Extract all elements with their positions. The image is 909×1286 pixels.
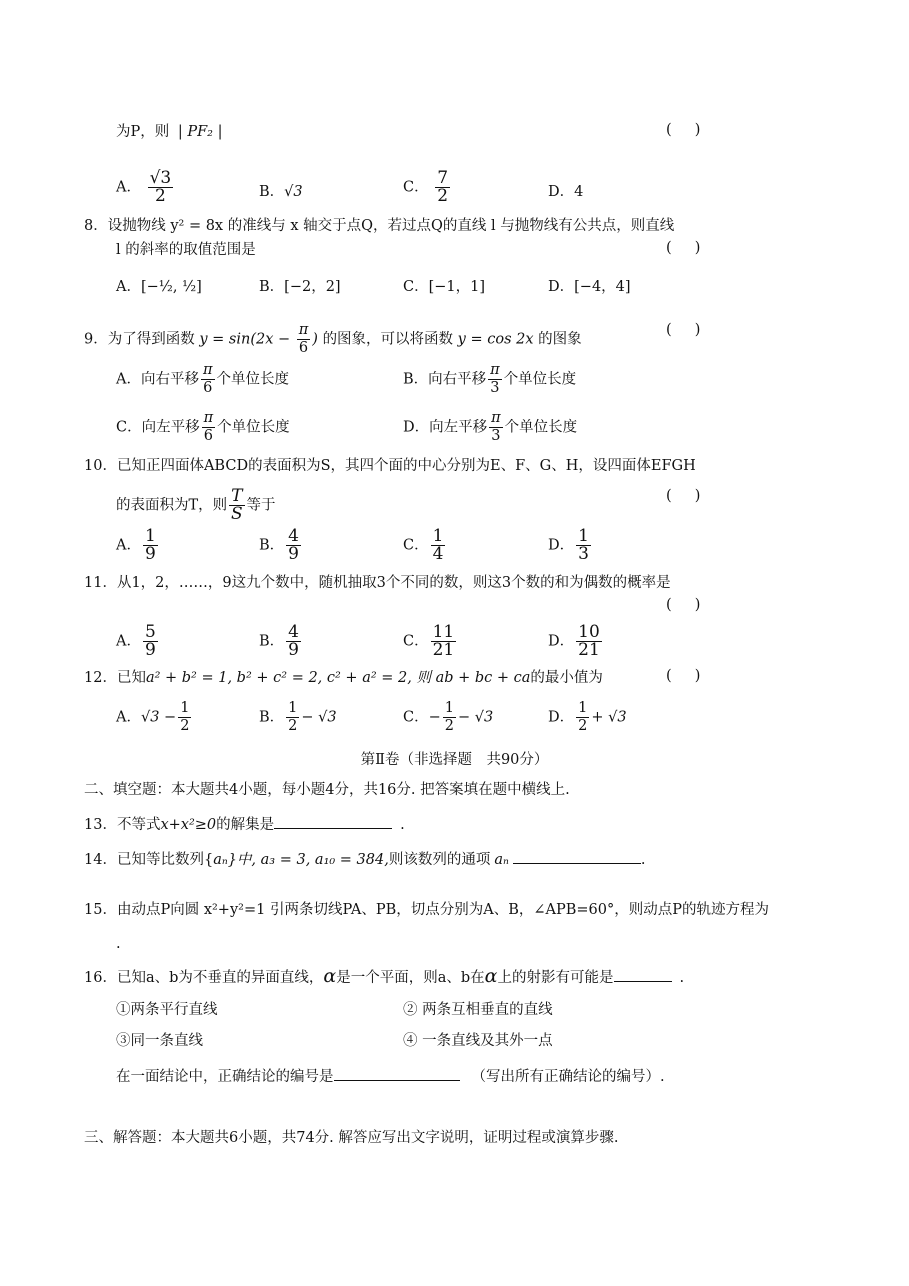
q10-option-d: D． $\frac{1}{3}$ [548, 526, 589, 564]
q13: 13．不等式x+x²≥0的解集是 . [84, 813, 405, 835]
q7-option-a: A． $\frac{√3}{2}$ [116, 168, 172, 206]
q11-option-a: A． $\frac{5}{9}$ [116, 622, 156, 660]
q10-answer-paren: ( ) [666, 488, 701, 504]
q7-option-b: B．√3 [259, 184, 303, 200]
q12-option-d: D． $\frac{1}{2}$ + √3 [548, 700, 627, 734]
q16-item-2: ② 两条互相垂直的直线 [403, 1002, 553, 1018]
q13-answer-blank[interactable] [274, 813, 392, 829]
part-3-heading: 三、解答题：本大题共6小题，共74分. 解答应写出文字说明，证明过程或演算步骤. [84, 1130, 619, 1146]
q7-option-d: D．4 [548, 184, 584, 200]
q9-option-c: C．向左平移 $\frac{\pi}{6}$ 个单位长度 [116, 410, 290, 444]
q9-option-b: B．向右平移 $\frac{\pi}{3}$ 个单位长度 [403, 362, 577, 396]
q7-option-c: C． $\frac{7}{2}$ [403, 168, 449, 206]
q11-line1: 11．从1，2，……，9这九个数中，随机抽取3个不同的数，则这3个数的和为偶数的概率是 [84, 575, 671, 591]
q16-last-line: 在一面结论中，正确结论的编号是 （写出所有正确结论的编号）. [116, 1065, 665, 1087]
q12-stem: 12．已知a² + b² = 1, b² + c² = 2, c² + a² = 2, 则 ab + bc + ca的最小值为 [84, 670, 603, 686]
q12-option-a: A．√3 − $\frac{1}{2}$ [116, 700, 190, 734]
q9-option-a: A．向右平移 $\frac{\pi}{6}$ 个单位长度 [116, 362, 290, 396]
q10-option-a: A． $\frac{1}{9}$ [116, 526, 156, 564]
q10-option-b: B． $\frac{4}{9}$ [259, 526, 299, 564]
q11-option-c: C． $\frac{11}{21}$ [403, 622, 455, 660]
q8-line2: l 的斜率的取值范围是 [116, 242, 256, 258]
q8-option-a: A．[−½, ½] [116, 279, 202, 295]
q8-option-d: D．[−4，4] [548, 279, 631, 295]
section-2-title: 第Ⅱ卷（非选择题 共90分） [360, 752, 549, 768]
q9-option-d: D．向左平移 $\frac{\pi}{3}$ 个单位长度 [403, 410, 578, 444]
q7-continuation: 为P，则 | PF₂ | [116, 124, 223, 140]
q7-answer-paren: ( ) [666, 122, 701, 138]
q16-item-3: ③同一条直线 [116, 1033, 203, 1049]
q8-option-c: C．[−1，1] [403, 279, 486, 295]
q11-option-d: D． $\frac{10}{21}$ [548, 622, 600, 660]
q10-line2: 的表面积为T，则 $\frac{T}{S}$ 等于 [116, 486, 276, 524]
q8-line1: 8．设抛物线 y² = 8x 的准线与 x 轴交于点Q，若过点Q的直线 l 与抛物线有公共点，则直线 [84, 218, 675, 234]
q15-line1: 15．由动点P向圆 x²+y²=1 引两条切线PA、PB，切点分别为A、B，∠APB=60°，则动点P的轨迹方程为 [84, 902, 770, 918]
q7-expression: | PF₂ | [177, 124, 223, 140]
q11-answer-paren: ( ) [666, 597, 701, 613]
q12-answer-paren: ( ) [666, 668, 701, 684]
q12-option-b: B． $\frac{1}{2}$ − √3 [259, 700, 337, 734]
q16-item-1: ①两条平行直线 [116, 1002, 218, 1018]
q15-line2: . [116, 936, 121, 952]
part-2-heading: 二、填空题：本大题共4小题，每小题4分，共16分. 把答案填在题中横线上. [84, 782, 570, 798]
q16-stem: 16．已知a、b为不垂直的异面直线，α是一个平面，则a、b在α上的射影有可能是 . [84, 965, 685, 987]
q9-stem: 9．为了得到函数 y = sin(2x − $\frac{\pi}{6}$ ) 的图象，可以将函数 y = cos 2x 的图象 [84, 322, 582, 356]
q8-answer-paren: ( ) [666, 240, 701, 256]
q16-item-4: ④ 一条直线及其外一点 [403, 1033, 553, 1049]
q8-option-b: B．[−2，2] [259, 279, 341, 295]
q14: 14．已知等比数列{aₙ}中, a₃ = 3, a₁₀ = 384,则该数列的通项 aₙ . [84, 848, 646, 870]
q11-option-b: B． $\frac{4}{9}$ [259, 622, 299, 660]
q9-answer-paren: ( ) [666, 322, 701, 338]
q10-option-c: C． $\frac{1}{4}$ [403, 526, 444, 564]
q12-option-c: C．− $\frac{1}{2}$ − √3 [403, 700, 494, 734]
q14-answer-blank[interactable] [513, 848, 641, 864]
q10-line1: 10．已知正四面体ABCD的表面积为S，其四个面的中心分别为E、F、G、H，设四面体EFGH [84, 458, 696, 474]
q16-conclusion-blank[interactable] [334, 1065, 460, 1081]
q16-answer-blank[interactable] [614, 966, 672, 982]
